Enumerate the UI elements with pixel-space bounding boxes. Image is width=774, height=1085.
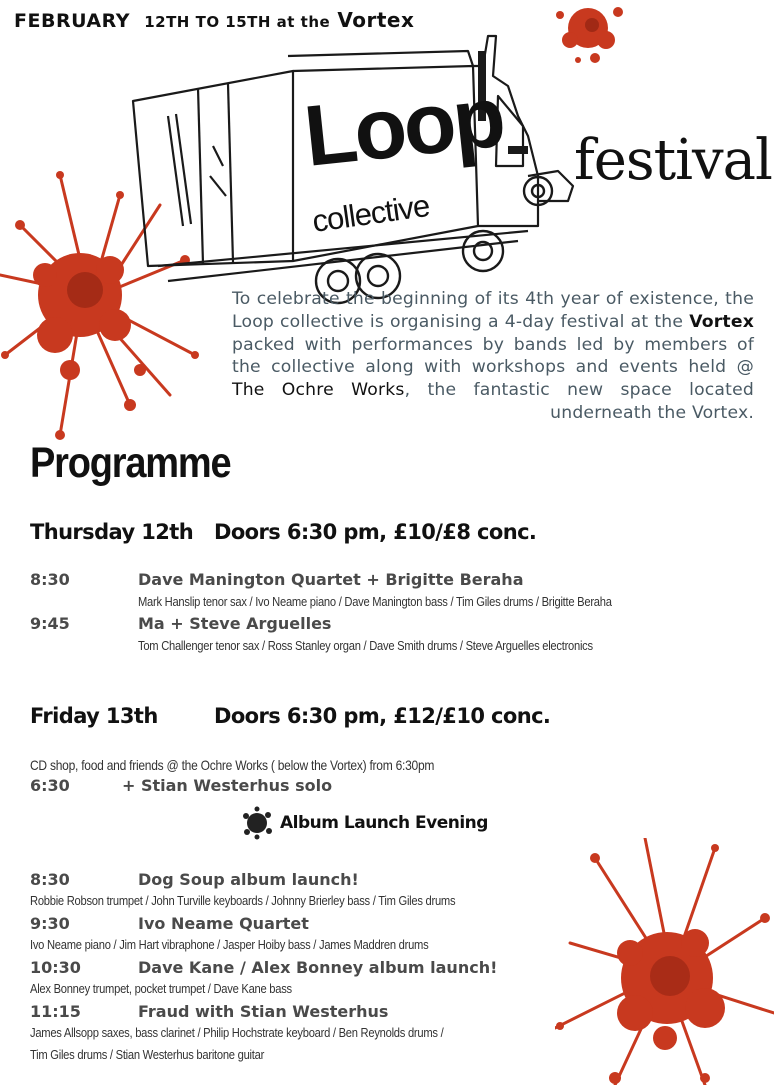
friday-act-4-lineup: James Allsopp saxes, bass clarinet / Philip Hochstrate keyboard / Ben Reynolds drums / [30, 1025, 444, 1040]
album-launch-label: Album Launch Evening [280, 813, 488, 833]
logo-word-loop: Loop [299, 68, 508, 185]
intro-paragraph [232, 288, 754, 425]
thursday-act-2-name: Ma + Steve Arguelles [138, 614, 332, 633]
friday-note: CD shop, food and friends @ the Ochre Works ( below the Vortex) from 6:30pm [30, 757, 435, 773]
dates-label: 12TH TO 15TH at the [144, 13, 331, 31]
logo-word-collective: collective [310, 187, 432, 239]
friday-act-4-lineup-2: Tim Giles drums / Stian Westerhus baritone guitar [30, 1047, 265, 1062]
thursday-act-2-lineup: Tom Challenger tenor sax / Ross Stanley organ / Dave Smith drums / Steve Arguelles electronics [138, 638, 593, 653]
friday-doors: Doors 6:30 pm, £12/£10 conc. [214, 704, 551, 728]
thursday-act-2-time: 9:45 [30, 614, 70, 633]
intro-ochre-works: The Ochre Works [232, 380, 405, 401]
thursday-heading [30, 520, 537, 544]
festival-word: festival [574, 128, 772, 193]
thursday-act-1-time: 8:30 [30, 570, 70, 589]
programme-heading: Programme [30, 440, 231, 488]
intro-vortex: Vortex [689, 311, 754, 332]
thursday-day: Thursday 12th [30, 520, 194, 544]
month-label: FEBRUARY [14, 10, 130, 32]
friday-act-3-lineup: Alex Bonney trumpet, pocket trumpet / Dave Kane bass [30, 981, 292, 996]
venue-label: Vortex [337, 8, 415, 32]
friday-act-1-lineup: Robbie Robson trumpet / John Turville keyboards / Johnny Brierley bass / Tim Giles drums [30, 893, 456, 908]
ink-splat-bottom-right [555, 838, 774, 1085]
friday-act-4-name: Fraud with Stian Westerhus [138, 1002, 389, 1021]
friday-act-3-name: Dave Kane / Alex Bonney album launch! [138, 958, 498, 977]
ink-splat-icon [240, 806, 274, 840]
friday-act-2-name: Ivo Neame Quartet [138, 914, 309, 933]
friday-act-1-time: 8:30 [30, 870, 70, 889]
intro-text-3: , the fantastic new space located underneath the Vortex. [404, 380, 754, 423]
friday-day: Friday 13th [30, 704, 158, 728]
friday-act-3-time: 10:30 [30, 958, 81, 977]
thursday-act-1-name: Dave Manington Quartet + Brigitte Beraha [138, 570, 524, 589]
friday-early-name: + Stian Westerhus solo [122, 776, 333, 795]
thursday-doors: Doors 6:30 pm, £10/£8 conc. [214, 520, 537, 544]
friday-act-4-time: 11:15 [30, 1002, 81, 1021]
thursday-act-1-lineup: Mark Hanslip tenor sax / Ivo Neame piano / Dave Manington bass / Tim Giles drums / Brigitte Beraha [138, 594, 612, 609]
friday-act-1-name: Dog Soup album launch! [138, 870, 359, 889]
album-launch-heading [240, 806, 488, 840]
friday-early-time: 6:30 [30, 776, 70, 795]
friday-act-2-time: 9:30 [30, 914, 70, 933]
loop-collective-truck-logo [128, 26, 578, 308]
intro-text-1: To celebrate the beginning of its 4th year of existence, the Loop collective is organising a 4-day festival at the [232, 289, 754, 332]
intro-text-2: packed with performances by bands led by members of the collective along with workshops and events held @ [232, 334, 754, 378]
friday-act-2-lineup: Ivo Neame piano / Jim Hart vibraphone / Jasper Hoiby bass / James Maddren drums [30, 937, 429, 952]
friday-heading [30, 704, 551, 728]
